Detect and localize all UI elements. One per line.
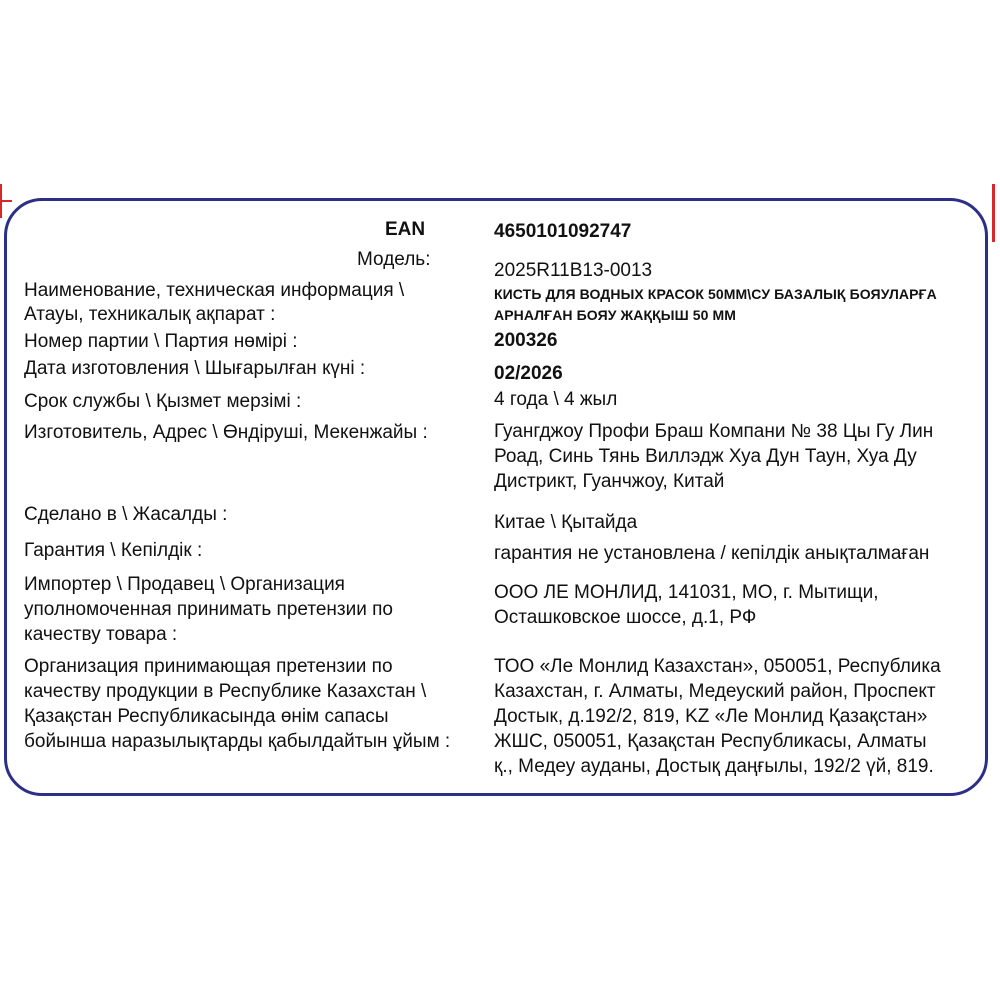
kz-org-label-line-3: Қазақстан Республикасында өнім сапасы [24,706,389,727]
manufacturer-value-line-3: Дистрикт, Гуанчжоу, Китай [494,471,725,492]
kz-org-value-line-1: ТОО «Ле Монлид Казахстан», 050051, Республика [494,656,941,677]
kz-org-label-line-4: бойынша наразылықтарды қабылдайтын ұйым : [24,731,451,752]
ean-value: 4650101092747 [494,221,632,242]
service-life-value: 4 года \ 4 жыл [494,389,618,410]
warranty-label: Гарантия \ Кепілдік : [24,540,203,561]
importer-label-line-3: качеству товара : [24,624,178,645]
service-life-label: Срок службы \ Қызмет мерзімі : [24,391,302,412]
manufacturer-label: Изготовитель, Адрес \ Өндіруші, Мекенжайы : [24,422,428,443]
name-label-line-1: Наименование, техническая информация \ [24,280,405,301]
batch-value: 200326 [494,330,558,351]
model-value: 2025R11B13-0013 [494,260,653,281]
made-in-label: Сделано в \ Жасалды : [24,504,228,525]
warranty-value: гарантия не установлена / кепілдік анықталмаған [494,543,930,564]
kz-org-value-line-5: қ., Медеу ауданы, Достық даңғылы, 192/2 үй, 819. [494,756,934,777]
kz-org-value-line-4: ЖШС, 050051, Қазақстан Республикасы, Алматы [494,731,927,752]
crop-mark-left-horizontal [0,200,12,202]
importer-label-line-1: Импортер \ Продавец \ Организация [24,574,345,595]
name-value-line-2: АРНАЛҒАН БОЯУ ЖАҚҚЫШ 50 ММ [494,307,737,323]
name-label-line-2: Атауы, техникалық ақпарат : [24,304,276,325]
kz-org-value-line-3: Достык, д.192/2, 819, KZ «Ле Монлид Қазақстан» [494,706,928,727]
ean-label: EAN [385,219,426,240]
model-label: Модель: [357,249,431,270]
importer-value-line-1: ООО ЛЕ МОНЛИД, 141031, МО, г. Мытищи, [494,582,879,603]
manufacturer-value-line-1: Гуангджоу Профи Браш Компани № 38 Цы Гу Лин [494,421,934,442]
batch-label: Номер партии \ Партия нөмірі : [24,331,298,352]
made-in-value: Китае \ Қытайда [494,512,638,533]
kz-org-label-line-1: Организация принимающая претензии по [24,656,393,677]
importer-label-line-2: уполномоченная принимать претензии по [24,599,393,620]
importer-value-line-2: Осташковское шоссе, д.1, РФ [494,607,757,628]
manufacturer-value-line-2: Роад, Синь Тянь Виллэдж Хуа Дун Таун, Хуа Ду [494,446,917,467]
manufacture-date-label: Дата изготовления \ Шығарылған күні : [24,358,366,379]
kz-org-value-line-2: Казахстан, г. Алматы, Медеуский район, Проспект [494,681,936,702]
manufacture-date-value: 02/2026 [494,363,563,384]
crop-mark-right [992,184,995,242]
name-value-line-1: КИСТЬ ДЛЯ ВОДНЫХ КРАСОК 50ММ\СУ БАЗАЛЫҚ БОЯУЛАРҒА [494,286,937,302]
kz-org-label-line-2: качеству продукции в Республике Казахстан \ [24,681,427,702]
